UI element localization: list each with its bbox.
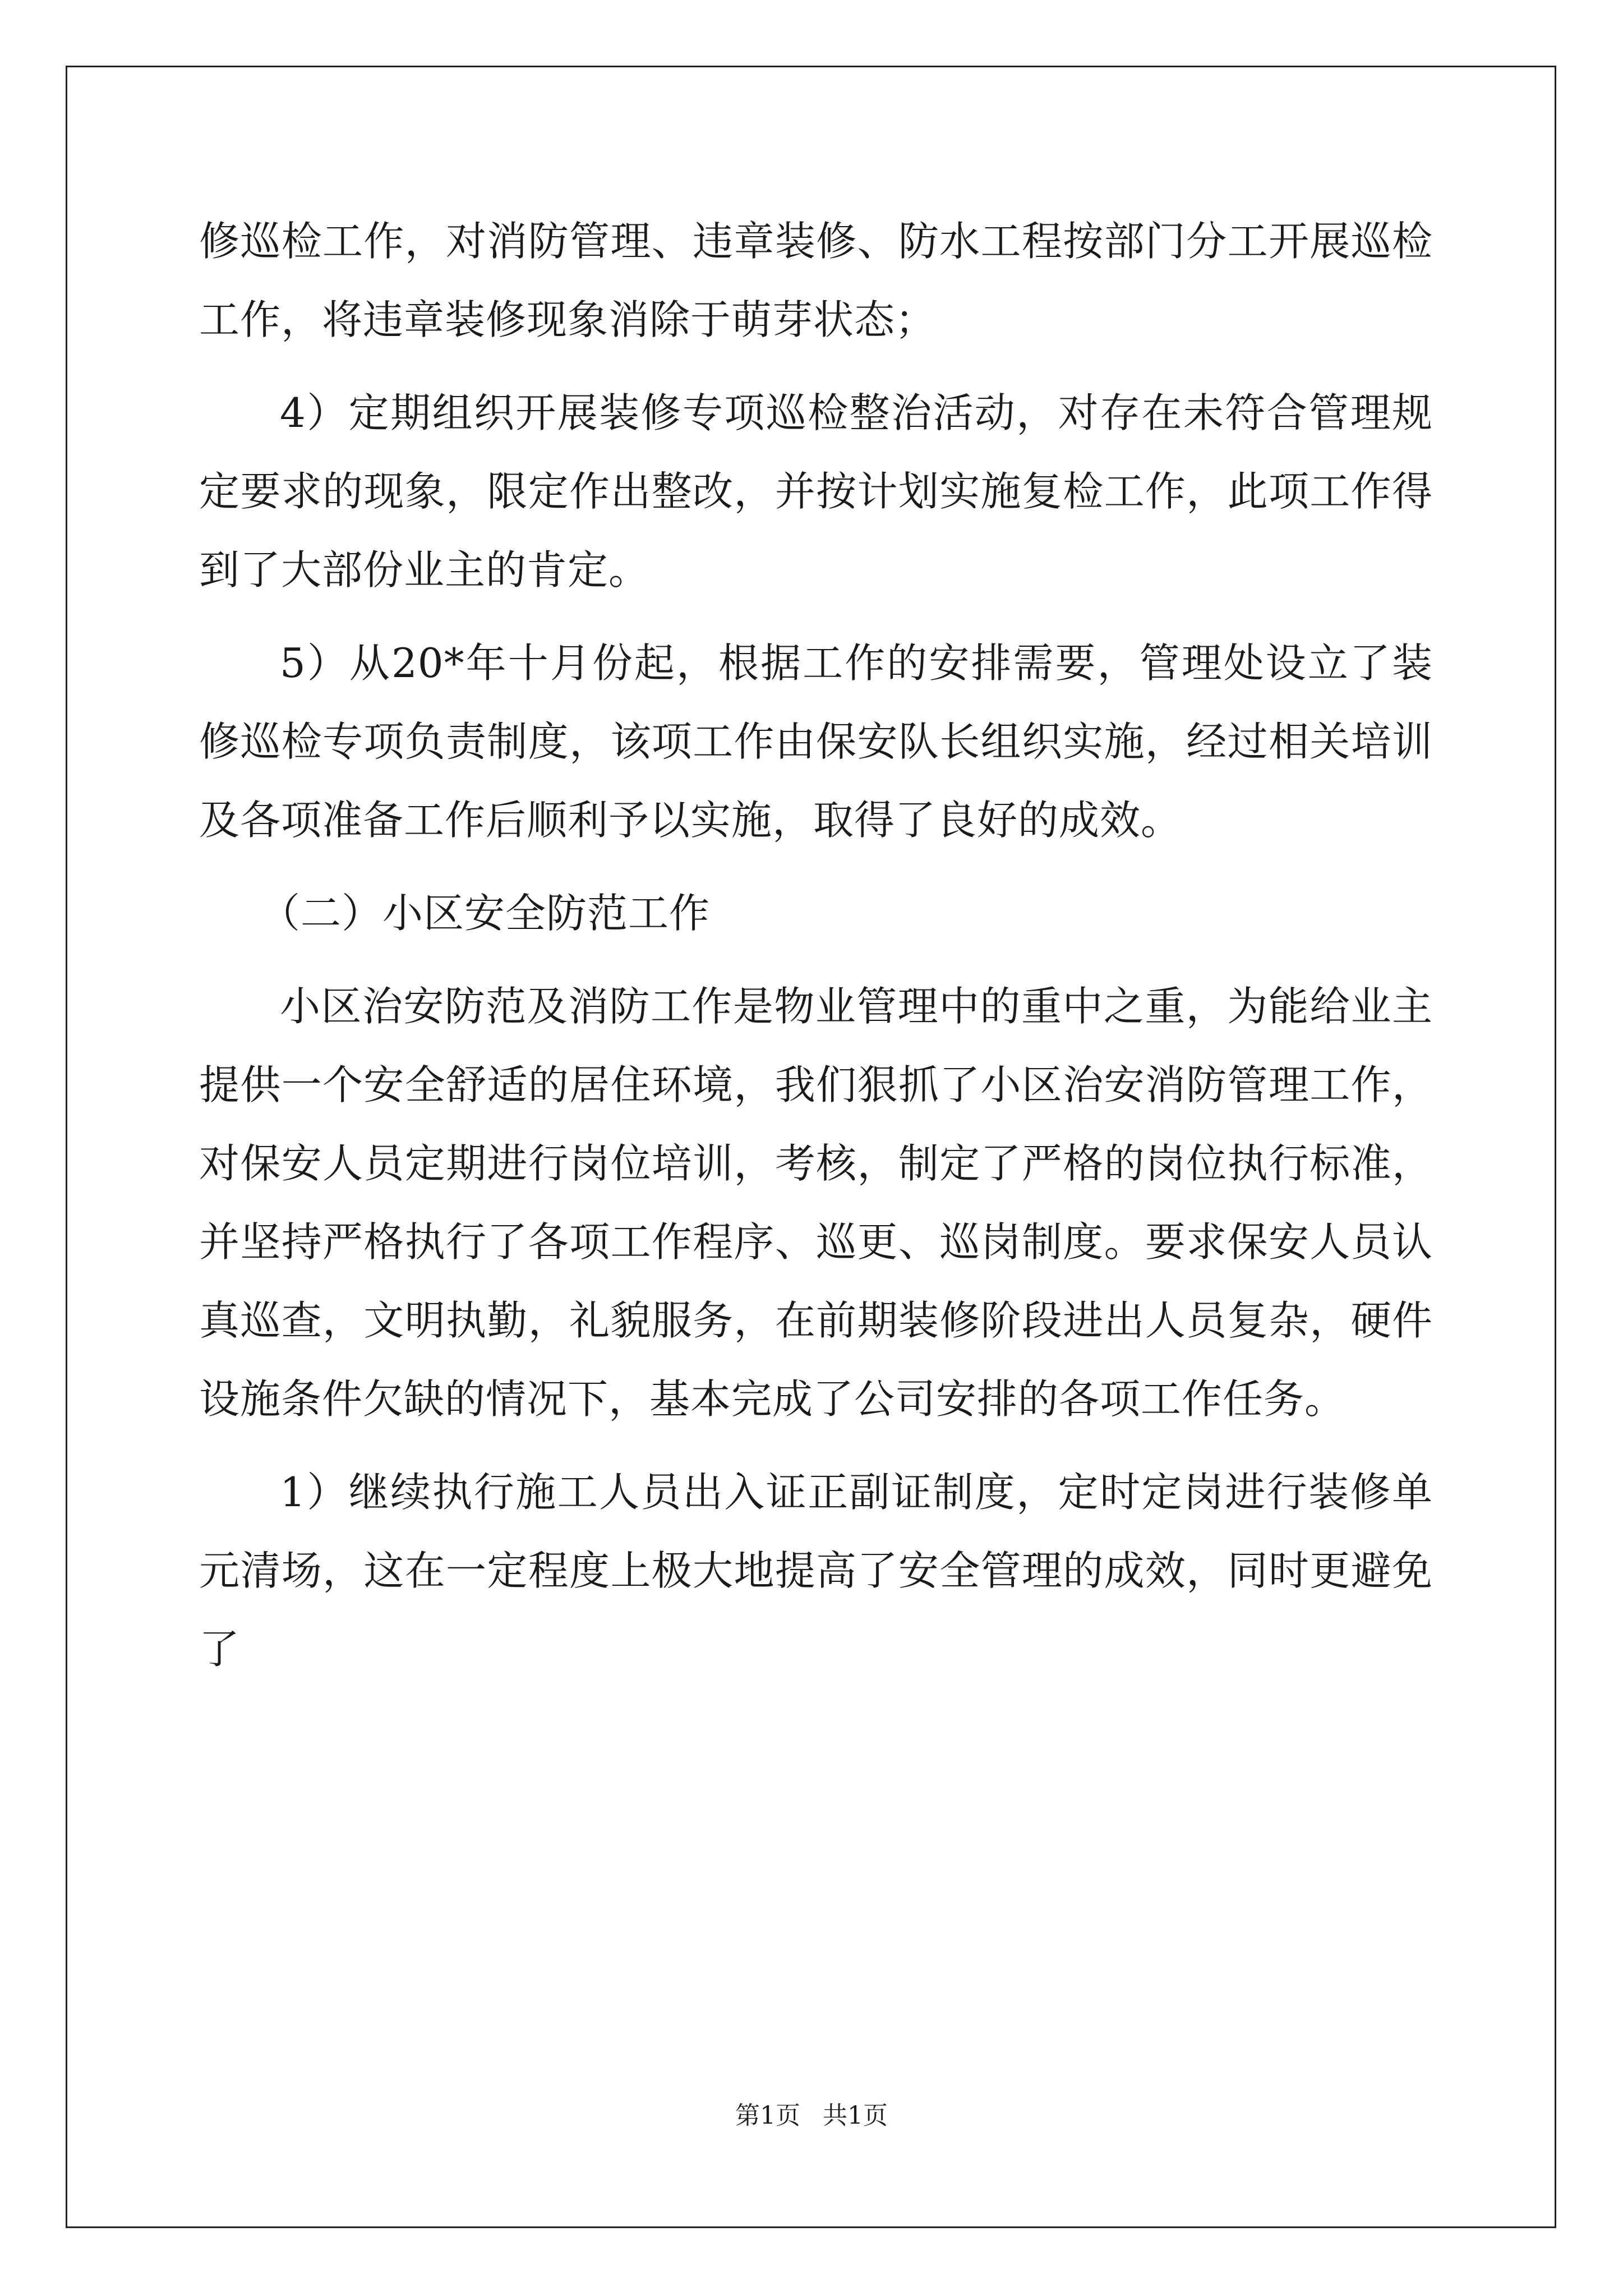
paragraph-item-1: 1）继续执行施工人员出入证正副证制度，定时定岗进行装修单元清场，这在一定程度上极大地提高了安全管理的成效，同时更避免了 [199, 1469, 1433, 1673]
section-heading: （二）小区安全防范工作 [260, 890, 711, 937]
page-total: 共1页 [823, 2101, 888, 2130]
page-number: 第1页 [735, 2101, 800, 2130]
paragraph-continuation: 修巡检工作，对消防管理、违章装修、防水工程按部门分工开展巡检工作，将违章装修现象消除于萌芽状态； [199, 218, 1433, 343]
paragraph-item-4: 4）定期组织开展装修专项巡检整治活动，对存在未符合管理规定要求的现象，限定作出整改，并按计划实施复检工作，此项工作得到了大部份业主的肯定。 [199, 389, 1433, 593]
paragraph-item-5: 5）从20*年十月份起，根据工作的安排需要，管理处设立了装修巡检专项负责制度，该项工作由保安队长组织实施，经过相关培训及各项准备工作后顺利予以实施，取得了良好的成效。 [199, 639, 1433, 844]
page-footer [0, 2095, 1623, 2131]
paragraph-security-intro: 小区治安防范及消防工作是物业管理中的重中之重，为能给业主提供一个安全舒适的居住环境，我们狠抓了小区治安消防管理工作，对保安人员定期进行岗位培训，考核，制定了严格的岗位执行标准，并坚持严格执行了各项工作程序、巡更、巡岗制度。要求保安人员认真巡查，文明执勤，礼貌服务，在前期装修阶段进出人员复杂，硬件设施条件欠缺的情况下，基本完成了公司安排的各项工作任务。 [199, 983, 1433, 1423]
document-body [199, 202, 1433, 1688]
